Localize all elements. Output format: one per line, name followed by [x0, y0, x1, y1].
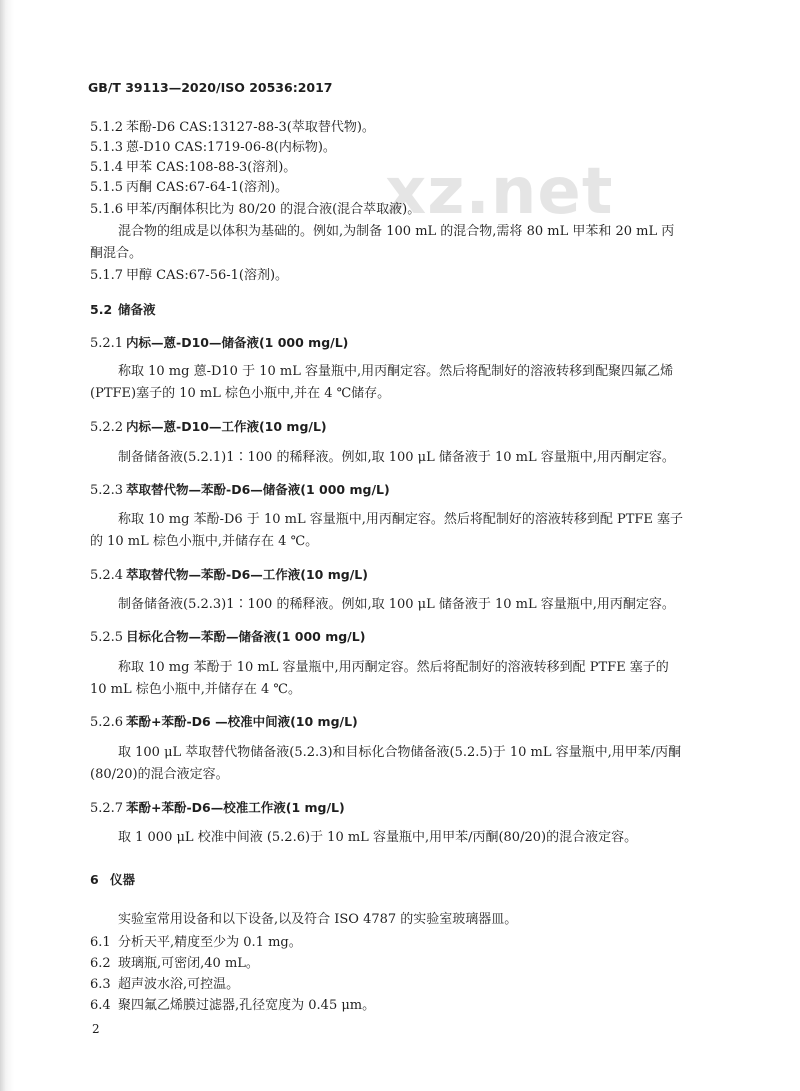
section-5-2-5-heading	[90, 629, 365, 646]
note-5-1-6-line2: 酮混合。	[90, 246, 143, 261]
item-text: 分析天平,精度至少为 0.1 mg。	[118, 935, 302, 950]
item-text: 蒽-D10 CAS:1719-06-8(内标物)。	[126, 140, 336, 155]
item-5-1-3	[90, 140, 336, 156]
section-title: 目标化合物—苯酚—储备液(1 000 mg/L)	[126, 629, 366, 644]
section-number: 5.2.6	[90, 715, 124, 730]
section-title: 苯酚+苯酚-D6 —校准中间液(10 mg/L)	[126, 714, 358, 729]
section-title: 萃取替代物—苯酚-D6—工作液(10 mg/L)	[126, 567, 368, 582]
section-number: 5.2.2	[90, 420, 124, 435]
section-number: 5.2.1	[90, 336, 124, 351]
para-5-2-6-line1: 取 100 μL 萃取替代物储备液(5.2.3)和目标化合物储备液(5.2.5)于 10 mL 容量瓶中,用甲苯/丙酮	[118, 745, 682, 760]
para-5-2-6-line2: (80/20)的混合液定容。	[90, 767, 229, 782]
section-5-2-3-heading	[90, 482, 390, 499]
section-number: 5.2.7	[90, 801, 124, 816]
section-5-2-7-heading	[90, 800, 345, 817]
item-5-1-6	[90, 202, 420, 218]
item-5-1-5	[90, 180, 288, 196]
item-text: 超声波水浴,可控温。	[118, 977, 240, 992]
section-5-2-heading	[90, 302, 156, 318]
item-5-1-4	[90, 160, 296, 176]
para-5-2-1-line2: (PTFE)塞子的 10 mL 棕色小瓶中,并在 4 ℃储存。	[90, 386, 391, 401]
item-text: 聚四氟乙烯膜过滤器,孔径宽度为 0.45 μm。	[118, 998, 376, 1013]
item-number: 5.1.5	[90, 180, 124, 195]
section-title: 苯酚+苯酚-D6—校准工作液(1 mg/L)	[126, 800, 345, 815]
section-5-2-2-heading	[90, 419, 327, 436]
page-number: 2	[92, 1022, 100, 1036]
item-number: 6.1	[90, 935, 111, 950]
item-6-2	[90, 956, 259, 972]
para-5-2-3-line1: 称取 10 mg 苯酚-D6 于 10 mL 容量瓶中,用丙酮定容。然后将配制好的溶液转移到配 PTFE 塞子	[118, 512, 684, 527]
item-6-3	[90, 977, 239, 993]
para-5-2-2-line1: 制备储备液(5.2.1)1∶100 的稀释液。例如,取 100 μL 储备液于 10 mL 容量瓶中,用丙酮定容。	[118, 450, 675, 465]
para-6-intro: 实验室常用设备和以下设备,以及符合 ISO 4787 的实验室玻璃器皿。	[118, 912, 518, 927]
watermark: xz.net	[385, 155, 614, 229]
item-number: 6.4	[90, 998, 111, 1013]
item-number: 6.2	[90, 956, 111, 971]
note-5-1-6-line1: 混合物的组成是以体积为基础的。例如,为制备 100 mL 的混合物,需将 80 mL 甲苯和 20 mL 丙	[118, 224, 675, 239]
item-number: 5.1.6	[90, 202, 124, 217]
item-6-4	[90, 998, 375, 1014]
section-number: 6	[90, 872, 99, 887]
section-5-2-1-heading	[90, 335, 348, 352]
item-text: 甲苯 CAS:108-88-3(溶剂)。	[126, 160, 297, 175]
section-number: 5.2.4	[90, 568, 124, 583]
section-5-2-4-heading	[90, 567, 368, 584]
para-5-2-3-line2: 的 10 mL 棕色小瓶中,并储存在 4 ℃。	[90, 534, 319, 549]
item-text: 甲苯/丙酮体积比为 80/20 的混合液(混合萃取液)。	[126, 202, 421, 217]
item-text: 苯酚-D6 CAS:13127-88-3(萃取替代物)。	[126, 120, 375, 135]
para-5-2-7-line1: 取 1 000 μL 校准中间液 (5.2.6)于 10 mL 容量瓶中,用甲苯/丙酮(80/20)的混合液定容。	[118, 830, 638, 845]
item-6-1	[90, 935, 302, 951]
section-number: 5.2.5	[90, 630, 124, 645]
item-number: 6.3	[90, 977, 111, 992]
section-number: 5.2	[90, 302, 113, 317]
section-number: 5.2.3	[90, 483, 124, 498]
para-5-2-5-line1: 称取 10 mg 苯酚于 10 mL 容量瓶中,用丙酮定容。然后将配制好的溶液转移到配 PTFE 塞子的	[118, 660, 669, 675]
para-5-2-1-line1: 称取 10 mg 蒽-D10 于 10 mL 容量瓶中,用丙酮定容。然后将配制好的溶液转移到配聚四氟乙烯	[118, 364, 674, 379]
item-5-1-2	[90, 120, 375, 136]
item-text: 丙酮 CAS:67-64-1(溶剂)。	[126, 180, 289, 195]
section-title: 储备液	[118, 302, 156, 317]
item-number: 5.1.3	[90, 140, 124, 155]
section-6-heading	[90, 872, 135, 888]
section-5-2-6-heading	[90, 714, 358, 731]
item-text: 玻璃瓶,可密闭,40 mL。	[118, 956, 259, 971]
section-title: 仪器	[110, 872, 136, 887]
section-title: 萃取替代物—苯酚-D6—储备液(1 000 mg/L)	[126, 482, 390, 497]
section-title: 内标—蒽-D10—储备液(1 000 mg/L)	[126, 335, 349, 350]
item-number: 5.1.2	[90, 120, 124, 135]
section-title: 内标—蒽-D10—工作液(10 mg/L)	[126, 419, 327, 434]
para-5-2-5-line2: 10 mL 棕色小瓶中,并储存在 4 ℃。	[90, 682, 301, 697]
item-text: 甲醇 CAS:67-56-1(溶剂)。	[126, 268, 289, 283]
item-number: 5.1.7	[90, 268, 124, 283]
para-5-2-4-line1: 制备储备液(5.2.3)1∶100 的稀释液。例如,取 100 μL 储备液于 10 mL 容量瓶中,用丙酮定容。	[118, 597, 675, 612]
item-number: 5.1.4	[90, 160, 124, 175]
item-5-1-7	[90, 268, 288, 284]
standard-header: GB/T 39113—2020/ISO 20536:2017	[88, 80, 333, 95]
